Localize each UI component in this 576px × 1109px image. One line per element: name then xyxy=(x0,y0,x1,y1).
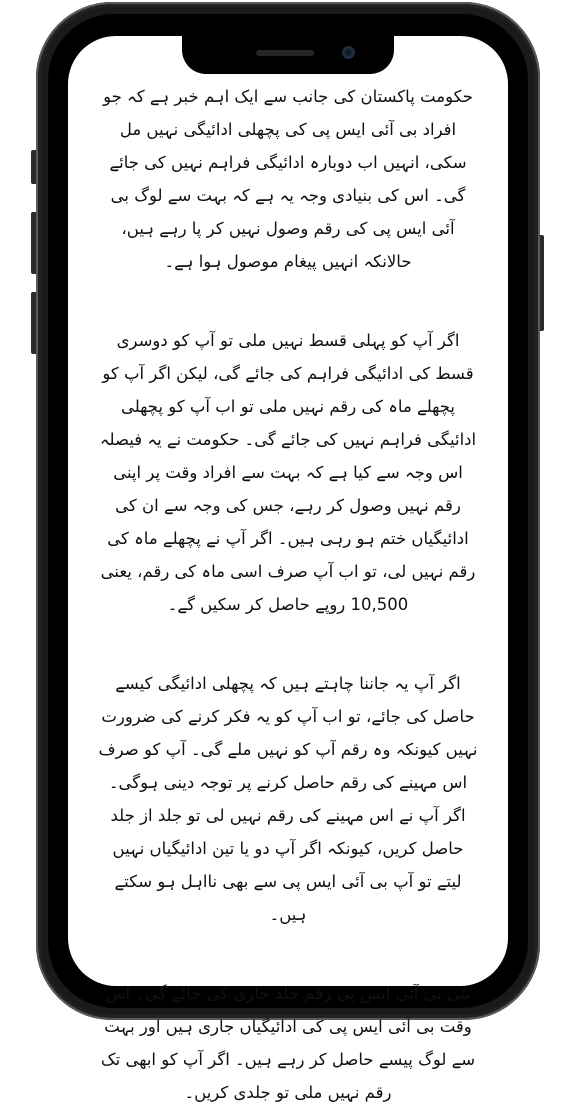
phone-frame xyxy=(36,2,540,1102)
speaker-grille xyxy=(256,50,314,56)
article-body xyxy=(98,80,478,1102)
article-paragraph-1: حکومت پاکستان کی جانب سے ایک اہم خبر ہے کہ جو افراد بی آئی ایس پی کی پچھلی ادائیگی نہیں مل سکی، انہیں اب دوبارہ ادائیگی فراہم نہیں کی جائے گی۔ اس کی بنیادی وجہ یہ ہے کہ بہت سے لوگ بی آئی ایس پی کی رقم وصول نہیں کر پا رہے ہیں، حالانکہ انہیں پیغام موصول ہوا ہے۔ xyxy=(103,87,473,271)
article-paragraph-2: اگر آپ کو پہلی قسط نہیں ملی تو آپ کو دوسری قسط کی ادائیگی فراہم کی جائے گی، لیکن اگر آپ کو پچھلے ماہ کی رقم نہیں ملی تو اب آپ کو پچھلی ادائیگی فراہم نہیں کی جائے گی۔ حکومت نے یہ فیصلہ اس وجہ سے کیا ہے کہ بہت سے افراد وقت پر اپنی رقم نہیں وصول کر رہے، جس کی وجہ سے ان کی ادائیگیاں ختم ہو رہی ہیں۔ اگر آپ نے پچھلے ماہ کی رقم نہیں لی، تو اب آپ صرف اسی ماہ کی رقم، یعنی 10,500 روپے حاصل کر سکیں گے۔ xyxy=(99,331,477,614)
article-paragraph-4: نئی بی آئی ایس پی رقم جلد جاری کی جائے گی۔ اس وقت بی آئی ایس پی کی ادائیگیاں جاری ہیں اور بہت سے لوگ پیسے حاصل کر رہے ہیں۔ اگر آپ کو ابھی تک رقم نہیں ملی تو جلدی کریں۔ xyxy=(100,984,476,1102)
front-camera-icon xyxy=(342,46,355,59)
article-paragraph-3: اگر آپ یہ جاننا چاہتے ہیں کہ پچھلی ادائیگی کیسے حاصل کی جائے، تو اب آپ کو یہ فکر کرنے کی ضرورت نہیں کیونکہ وہ رقم آپ کو نہیں ملے گی۔ آپ کو صرف اس مہینے کی رقم حاصل کرنے پر توجہ دینی ہوگی۔ اگر آپ نے اس مہینے کی رقم نہیں لی تو جلد از جلد حاصل کریں، کیونکہ اگر آپ دو یا تین ادائیگیاں نہیں لیتے تو آپ بی آئی ایس پی سے بھی نااہل ہو سکتے ہیں۔ xyxy=(98,674,478,924)
phone-screen[interactable] xyxy=(68,36,508,1102)
phone-notch xyxy=(182,36,394,74)
phone-bezel xyxy=(48,14,528,1102)
